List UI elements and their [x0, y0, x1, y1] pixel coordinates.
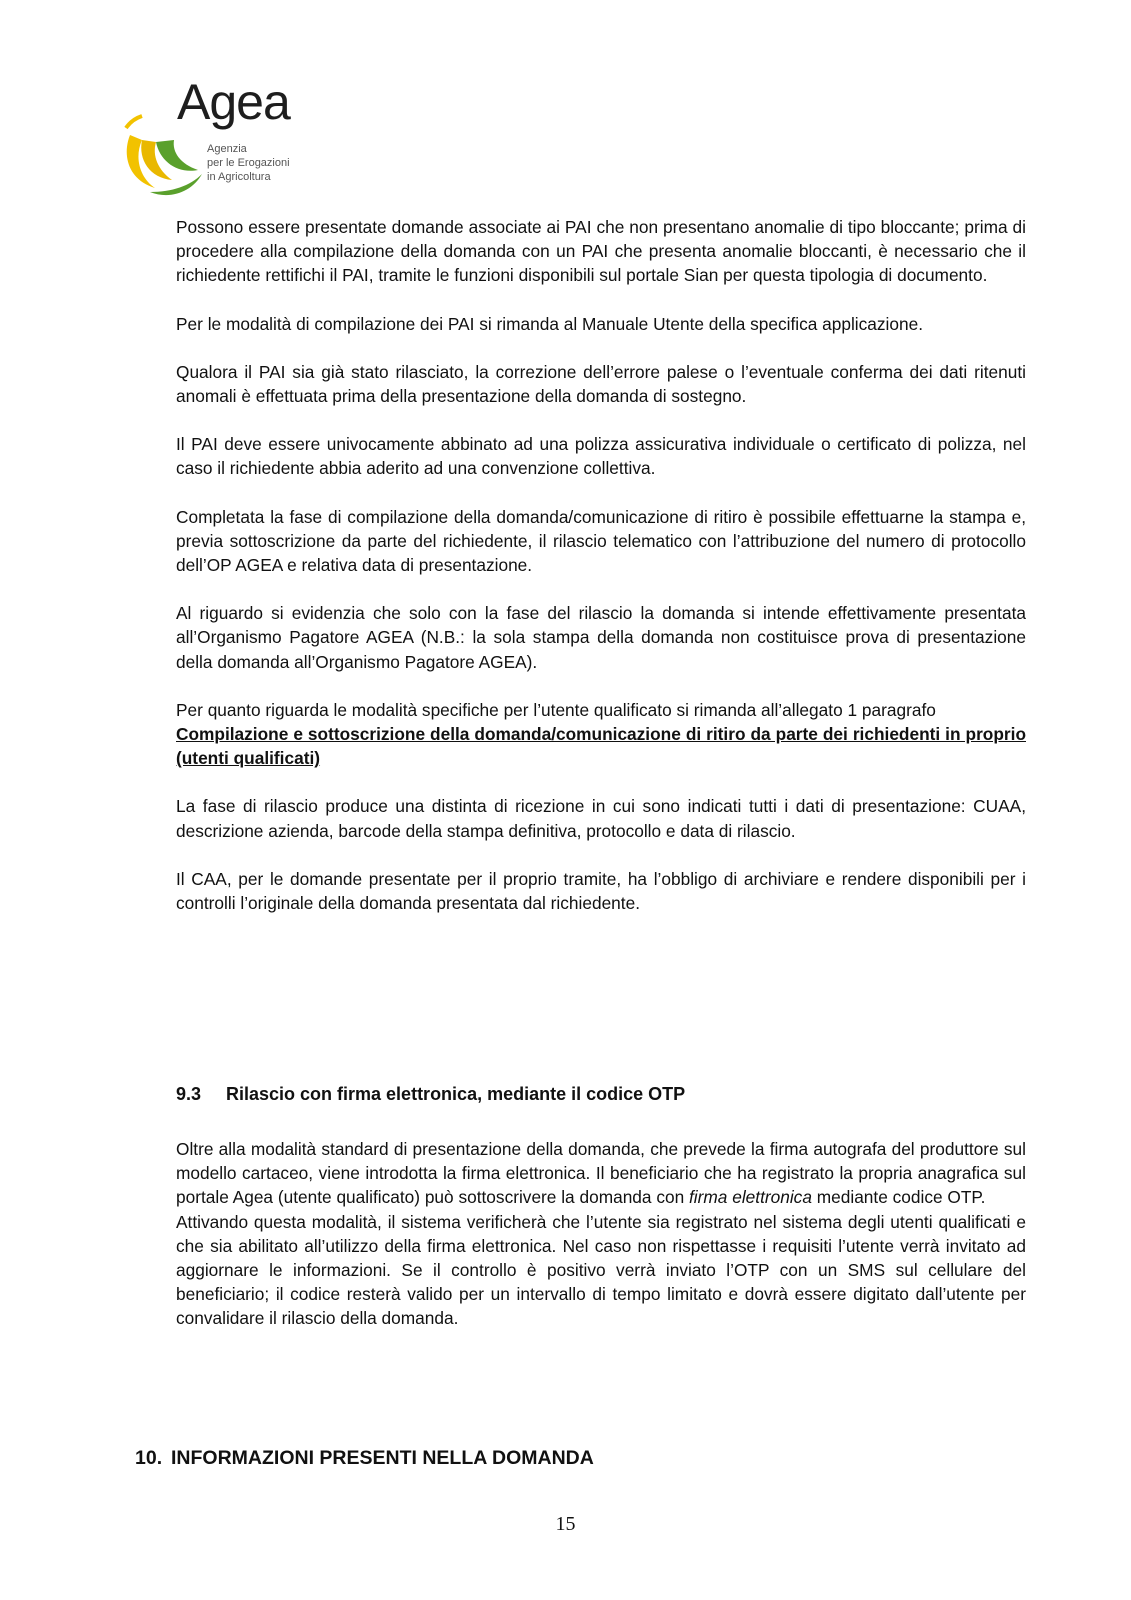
paragraph: Possono essere presentate domande associate ai PAI che non presentano anomalie di tipo bloccante; prima di procedere alla compilazione della domanda con un PAI che presenta anomalie bloccanti, è necessario che il richiedente rettifichi il PAI, tramite le funzioni disponibili sul portale Sian per questa tipologia di documento. [176, 217, 1026, 286]
logo-wordmark: Agea [177, 74, 290, 130]
body-text [176, 215, 1026, 939]
paragraph: La fase di rilascio produce una distinta di ricezione in cui sono indicati tutti i dati di presentazione: CUAA, descrizione azienda, barcode della stampa definitiva, protocollo e data di rilascio. [176, 796, 1026, 841]
agea-logo [120, 70, 320, 200]
paragraph: Per le modalità di compilazione dei PAI si rimanda al Manuale Utente della specifica applicazione. [176, 313, 924, 334]
paragraph: Il CAA, per le domande presentate per il proprio tramite, ha l’obbligo di archiviare e rendere disponibili per i controlli l’originale della domanda presentata dal richiedente. [176, 868, 1026, 914]
logo-subtitle-line: in Agricoltura [207, 171, 271, 183]
paragraph: Oltre alla modalità standard di presentazione della domanda, che prevede la firma autografa del produttore sul modello cartaceo, viene introdotta la firma elettronica. Il beneficiario che ha registrato la propria anagrafica sul portale Agea (utente qualificato) può sottoscrivere la domanda con firma elettronica mediante codice OTP. [176, 1139, 1026, 1208]
chapter-number: 10. [135, 1447, 163, 1469]
reference-link[interactable]: Compilazione e sottoscrizione della domanda/comunicazione di ritiro da parte dei richiedenti in proprio (utenti qualificati) [176, 724, 1026, 769]
section-number: 9.3 [176, 1084, 202, 1104]
section-body-text [176, 1137, 1026, 1331]
logo-subtitle [207, 142, 290, 184]
section-heading [176, 1084, 685, 1105]
logo-subtitle-line: per le Erogazioni [207, 157, 290, 169]
paragraph: Per quanto riguarda le modalità specifiche per l’utente qualificato si rimanda all’allegato 1 paragrafo [176, 699, 936, 720]
paragraph: Completata la fase di compilazione della domanda/comunicazione di ritiro è possibile effettuarne la stampa e, previa sottoscrizione da parte del richiedente, il rilascio telematico con l’attribuzione del numero di protocollo dell’OP AGEA e relativa data di presentazione. [176, 506, 1026, 576]
chapter-title: INFORMAZIONI PRESENTI NELLA DOMANDA [171, 1447, 594, 1469]
paragraph: Attivando questa modalità, il sistema verificherà che l’utente sia registrato nel sistema degli utenti qualificati e che sia abilitato all’utilizzo della firma elettronica. Nel caso non rispettasse i requisiti l’utente verrà invitato ad aggiornare le informazioni. Se il controllo è positivo verrà inviato l’OTP con un SMS sul cellulare del beneficiario; il codice resterà valido per un intervallo di tempo limitato e dovrà essere digitato dall’utente per convalidare il rilascio della domanda. [176, 1211, 1026, 1329]
paragraph: Al riguardo si evidenzia che solo con la fase del rilascio la domanda si intende effettivamente presentata all’Organismo Pagatore AGEA (N.B.: la sola stampa della domanda non costituisce prova di presentazione della domanda all’Organismo Pagatore AGEA). [176, 603, 1026, 672]
paragraph: Il PAI deve essere univocamente abbinato ad una polizza assicurativa individuale o certificato di polizza, nel caso il richiedente abbia aderito ad una convenzione collettiva. [176, 434, 1026, 479]
chapter-heading [135, 1447, 594, 1470]
section-title: Rilascio con firma elettronica, mediante il codice OTP [226, 1084, 686, 1104]
page-number: 15 [555, 1513, 576, 1535]
logo-subtitle-line: Agenzia [207, 143, 247, 155]
paragraph: Qualora il PAI sia già stato rilasciato, la correzione dell’errore palese o l’eventuale conferma dei dati ritenuti anomali è effettuata prima della presentazione della domanda di sostegno. [176, 361, 1026, 407]
